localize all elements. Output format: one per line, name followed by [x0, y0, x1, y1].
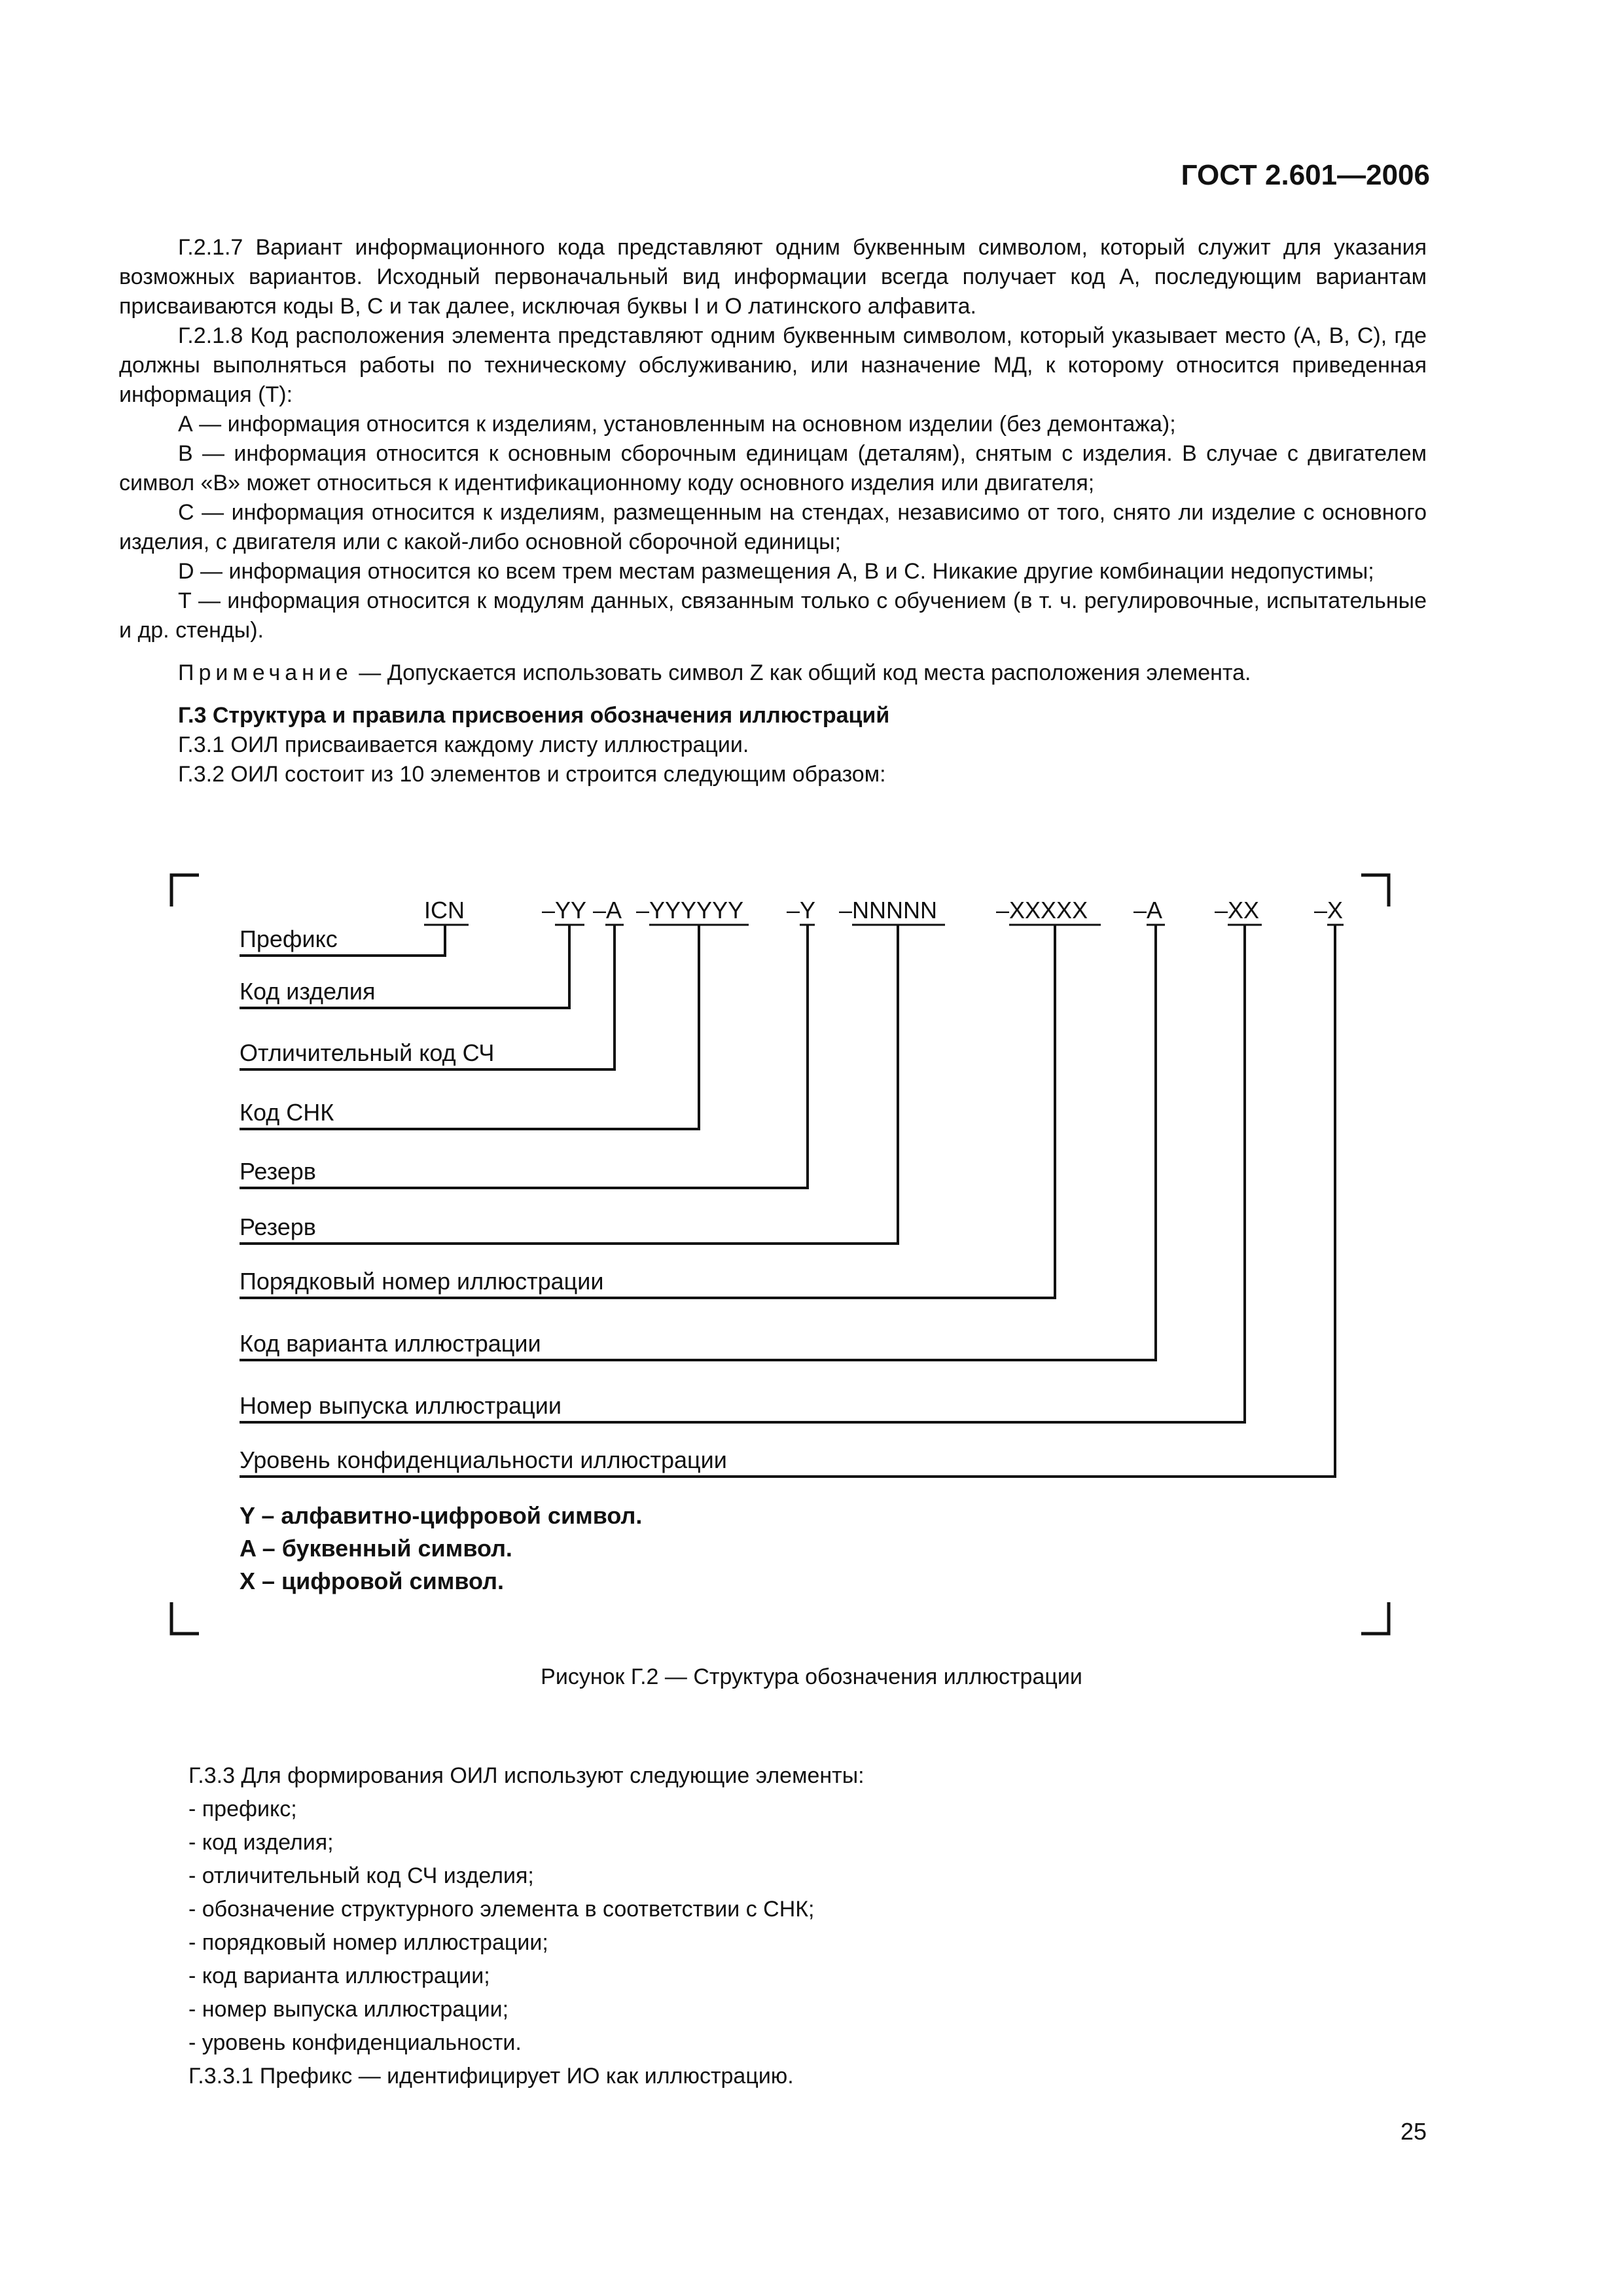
elements-list-section [188, 1759, 1432, 2093]
corner-top-right [1361, 875, 1389, 906]
label-reserve-1: Резерв [240, 1158, 316, 1185]
paragraph-g217: Г.2.1.7 Вариант информационного кода представляют одним буквенным символом, который служит для указания возможных вариантов. Исходный первоначальный вид информации всегда получает код А, последующим вариантам присваиваются коды В, С и так далее, исключая буквы I и О латинского алфавита. [119, 235, 1427, 319]
section-heading-g3: Г.3 Структура и правила присвоения обозначения иллюстраций [178, 703, 890, 728]
legend-a: A – буквенный символ. [240, 1535, 512, 1562]
list-item: - код изделия; [188, 1830, 334, 1855]
list-item: - префикс; [188, 1797, 297, 1821]
label-product-code: Код изделия [240, 978, 376, 1005]
paragraph-g218: Г.2.1.8 Код расположения элемента представляют одним буквенным символом, который указывает место (А, В, С), где должны выполняться работы по техническому обслуживанию, или назначение МД, к которому относится приведенная информация (Т): [119, 323, 1427, 407]
label-snk-code: Код СНК [240, 1099, 334, 1126]
code-segments [424, 897, 1343, 924]
paragraph-code-t: Т — информация относится к модулям данных, связанным только с обучением (в т. ч. регулировочные, испытательные и др. стенды). [119, 588, 1427, 643]
note-text: — Допускается использовать символ Z как общий код места расположения элемента. [352, 660, 1251, 685]
code-segment-sequence: –XXXXX [996, 897, 1088, 924]
code-segment-prefix: ICN [424, 897, 465, 924]
code-segment-variant: –A [1133, 897, 1163, 924]
list-intro: Г.3.3 Для формирования ОИЛ используют следующие элементы: [188, 1763, 865, 1788]
legend-x: X – цифровой символ. [240, 1568, 504, 1594]
page-number: 25 [1400, 2118, 1427, 2145]
label-reserve-2: Резерв [240, 1213, 316, 1240]
list-item: - код варианта иллюстрации; [188, 1964, 490, 1988]
list-item: - номер выпуска иллюстрации; [188, 1997, 509, 2022]
note-label: Примечание [178, 660, 353, 685]
paragraph-code-c: С — информация относится к изделиям, размещенным на стендах, независимо от того, снято ли изделие с основного изделия, с двигателя или с какой-либо основной сборочной единицы; [119, 500, 1427, 554]
figure-legend [240, 1502, 642, 1594]
label-sequence-number: Порядковый номер иллюстрации [240, 1268, 604, 1295]
label-security-level: Уровень конфиденциальности иллюстрации [240, 1446, 727, 1473]
label-prefix: Префикс [240, 925, 338, 952]
paragraph-g32: Г.3.2 ОИЛ состоит из 10 элементов и строится следующим образом: [178, 762, 886, 787]
corner-bottom-right [1361, 1602, 1389, 1634]
list-item: - обозначение структурного элемента в соответствии с СНК; [188, 1897, 815, 1922]
code-segment-product: –YY [542, 897, 587, 924]
code-segment-issue: –XX [1215, 897, 1260, 924]
list-item: - отличительный код СЧ изделия; [188, 1863, 534, 1888]
code-segment-security: –X [1314, 897, 1344, 924]
paragraph-g331: Г.3.3.1 Префикс — идентифицирует ИО как иллюстрацию. [188, 2064, 794, 2089]
label-variant-code: Код варианта иллюстрации [240, 1330, 541, 1357]
list-item: - порядковый номер иллюстрации; [188, 1930, 548, 1955]
code-segment-reserve-2: –NNNNN [839, 897, 938, 924]
label-part-code: Отличительный код СЧ [240, 1039, 495, 1066]
paragraph-g31: Г.3.1 ОИЛ присваивается каждому листу иллюстрации. [178, 732, 749, 757]
corner-bottom-left [171, 1602, 199, 1634]
list-item: - уровень конфиденциальности. [188, 2030, 522, 2055]
corner-top-left [171, 875, 199, 906]
legend-y: Y – алфавитно-цифровой символ. [240, 1502, 643, 1529]
document-header-id: ГОСТ 2.601—2006 [1181, 159, 1430, 191]
code-segment-part: –A [593, 897, 622, 924]
paragraph-code-d: D — информация относится ко всем трем местам размещения А, В и С. Никакие другие комбинации недопустимы; [178, 559, 1374, 584]
paragraph-code-a: А — информация относится к изделиям, установленным на основном изделии (без демонтажа); [178, 412, 1176, 437]
code-segment-snk: –YYYYYY [636, 897, 744, 924]
label-issue-number: Номер выпуска иллюстрации [240, 1392, 562, 1419]
paragraph-code-b: В — информация относится к основным сборочным единицам (деталям), снятым с изделия. В случае с двигателем символ «В» может относиться к идентификационному коду основного изделия или двигателя; [119, 441, 1427, 495]
code-segment-reserve-1: –Y [787, 897, 816, 924]
figure-caption: Рисунок Г.2 — Структура обозначения иллюстрации [541, 1664, 1082, 1689]
